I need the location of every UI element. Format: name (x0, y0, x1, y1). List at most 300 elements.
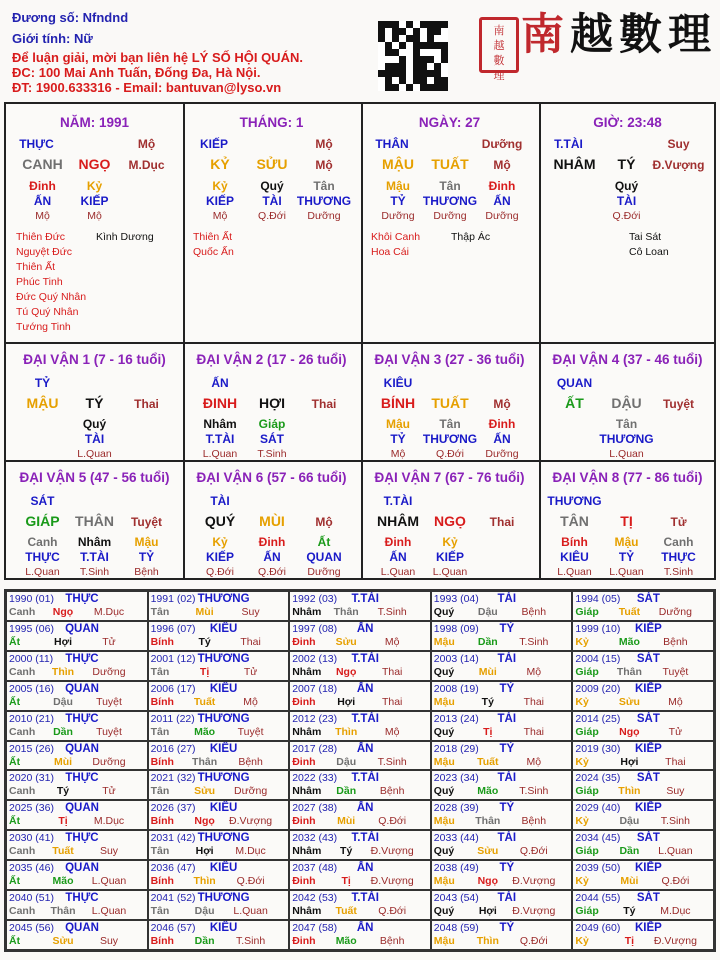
year-cell (290, 622, 430, 650)
year-branch: Dậu (194, 905, 215, 918)
year-label: 2019 (30) (575, 742, 621, 755)
year-ten-god: TÀI (497, 652, 517, 665)
year-label: 2030 (41) (9, 832, 54, 845)
year-grid (4, 589, 716, 952)
dai-van-ten-god: ẤN (211, 376, 229, 390)
year-ten-god: THƯƠNG (197, 772, 250, 785)
year-cell (432, 891, 572, 919)
year-cell (7, 921, 147, 949)
year-stem: Tân (150, 905, 170, 918)
dai-van-stem: NHÂM (377, 513, 419, 529)
year-stem: Giáp (575, 725, 599, 738)
hidden-stage: Dưỡng (485, 210, 519, 222)
dai-van-phase: Thai (489, 515, 515, 529)
year-cell (432, 592, 572, 620)
year-cell (573, 712, 713, 740)
year-phase: Q.Đới (378, 815, 407, 828)
year-phase: Tuyệt (96, 725, 122, 738)
year-phase: Bệnh (238, 755, 263, 768)
phone-email: ĐT: 1900.633316 - Email: bantuvan@lyso.vn (12, 80, 282, 95)
dai-van-ten-god: KIÊU (383, 376, 413, 390)
dai-van-hidden-stem: Nhâm (77, 535, 112, 549)
dai-van-stage: L.Quan (202, 448, 238, 460)
year-stem: Nhâm (292, 665, 322, 678)
year-branch: Thìn (335, 725, 358, 738)
dai-van-stage: Q.Đới (436, 448, 464, 460)
year-branch: Mùi (337, 815, 356, 828)
year-label: 2032 (43) (292, 832, 338, 845)
year-label: 1994 (05) (575, 593, 621, 605)
grid-line (539, 104, 541, 578)
year-stem: Kỷ (575, 635, 589, 648)
pillar-ten-god: T.TÀI (554, 137, 583, 151)
year-phase: Thai (523, 725, 545, 738)
year-cell (7, 682, 147, 710)
year-stem: Canh (9, 845, 36, 858)
hidden-stage: Q.Đới (258, 210, 286, 222)
year-label: 2014 (25) (575, 712, 621, 725)
year-branch: Ngọ (477, 875, 499, 888)
hidden-ten-god: ẤN (33, 194, 52, 208)
hidden-stem: Kỷ (212, 179, 228, 193)
dai-van-stage: Q.Đới (206, 566, 234, 578)
year-label: 2009 (20) (575, 682, 621, 695)
year-branch: Ngọ (52, 606, 74, 618)
dai-van-branch: NGỌ (434, 513, 466, 529)
year-cell (290, 592, 430, 620)
year-stem: Quý (433, 905, 455, 918)
year-phase: Bệnh (379, 785, 405, 798)
chart-grid (4, 102, 716, 580)
hidden-stem: Mậu (386, 179, 410, 193)
year-phase: T.Sinh (377, 755, 407, 768)
year-stem: Ất (9, 635, 21, 648)
year-phase: L.Quan (91, 905, 127, 918)
year-phase: M.Dục (660, 905, 691, 918)
year-stem: Đinh (292, 635, 316, 648)
year-branch: Sửu (194, 785, 216, 798)
year-cell (149, 831, 289, 859)
dai-van-hidden-ten-god: THỰC (661, 550, 696, 564)
year-stem: Giáp (575, 606, 599, 618)
year-phase: Dưỡng (92, 665, 126, 678)
year-phase: Đ.Vượng (370, 875, 414, 888)
year-branch: Mão (335, 935, 357, 948)
year-phase: T.Sinh (377, 606, 407, 618)
year-cell (7, 861, 147, 889)
year-stem: Đinh (292, 935, 316, 948)
year-cell (7, 622, 147, 650)
year-branch: Tý (340, 845, 353, 858)
seal-glyph: 南 (493, 24, 505, 37)
dai-van-hidden-stem: Bính (561, 535, 588, 549)
star-name: Quốc Ấn (193, 246, 234, 258)
year-cell (573, 801, 713, 829)
address: ĐC: 100 Mai Anh Tuấn, Đống Đa, Hà Nội. (12, 65, 261, 80)
year-label: 2046 (57) (150, 922, 196, 935)
year-ten-god: ẤN (356, 802, 374, 815)
year-ten-god: T.TÀI (351, 712, 379, 725)
year-stem: Quý (433, 665, 455, 678)
pillar-branch: TUẤT (431, 156, 469, 172)
year-stem: Canh (9, 785, 36, 798)
year-phase: Tử (102, 785, 116, 798)
year-stem: Canh (9, 606, 36, 618)
year-phase: Dưỡng (658, 606, 692, 618)
hidden-ten-god: THƯƠNG (296, 194, 352, 208)
year-branch: Hợi (620, 755, 639, 768)
year-label: 2006 (17) (150, 682, 196, 695)
year-cell (7, 712, 147, 740)
year-ten-god: SÁT (636, 832, 660, 845)
hidden-stage: Q.Đới (612, 210, 641, 222)
dai-van-hidden-stem: Canh (663, 535, 694, 549)
dai-van-title: ĐẠI VẬN 4 (37 - 46 tuổi) (552, 352, 703, 367)
hidden-stem: Tân (439, 179, 461, 193)
year-phase: Mộ (384, 635, 400, 648)
year-phase: Thai (665, 755, 686, 768)
dai-van-phase: Thai (134, 397, 159, 411)
year-stem: Kỷ (575, 695, 589, 708)
year-branch: Mão (194, 725, 216, 738)
year-cell (149, 891, 289, 919)
year-branch: Hợi (337, 695, 356, 708)
year-cell (149, 712, 289, 740)
year-phase: Tuyệt (237, 725, 264, 738)
dai-van-stage: Dưỡng (485, 448, 519, 460)
year-cell (432, 682, 572, 710)
dai-van-stem: QUÝ (204, 513, 236, 529)
red-seal-stamp (479, 17, 519, 82)
year-cell (7, 831, 147, 859)
year-branch: Tị (483, 725, 493, 738)
gender: Giới tính: Nữ (12, 31, 93, 46)
year-cell (7, 801, 147, 829)
dai-van-stage: T.Sinh (79, 566, 110, 578)
year-ten-god: QUAN (65, 682, 99, 695)
year-phase: Q.Đới (236, 875, 265, 888)
year-label: 1998 (09) (433, 622, 479, 635)
year-stem: Quý (433, 725, 455, 738)
year-cell (290, 921, 430, 949)
year-cell (573, 682, 713, 710)
year-branch: Tị (58, 815, 68, 828)
year-ten-god: THƯƠNG (197, 593, 250, 605)
year-ten-god: TỶ (499, 922, 515, 935)
dai-van-hidden-ten-god: KIẾP (435, 550, 465, 564)
year-phase: M.Dục (93, 606, 125, 618)
year-cell (7, 742, 147, 770)
grid-line (361, 104, 363, 578)
pillar-ten-god: KIẾP (199, 137, 229, 151)
dai-van-hidden-stem: Kỷ (212, 535, 228, 549)
hidden-stage: Mộ (87, 210, 102, 222)
hidden-stage: Dưỡng (307, 210, 341, 222)
logo-glyph: 理 (668, 10, 711, 60)
year-ten-god: T.TÀI (351, 892, 379, 905)
year-phase: Suy (99, 845, 119, 858)
dai-van-hidden-ten-god: QUAN (306, 550, 342, 564)
year-ten-god: TÀI (497, 593, 517, 605)
dai-van-title: ĐẠI VẬN 3 (27 - 36 tuổi) (374, 352, 525, 367)
dai-van-branch: DẬU (611, 395, 642, 411)
year-branch: Tuất (335, 905, 357, 918)
hidden-ten-god: TÀI (616, 194, 637, 208)
year-branch: Thìn (51, 665, 75, 678)
year-phase: Tuyệt (96, 695, 122, 708)
year-cell (432, 861, 572, 889)
pillar-stage: Dưỡng (481, 137, 523, 151)
year-label: 2037 (48) (292, 862, 338, 875)
year-phase: Dưỡng (92, 755, 126, 768)
dai-van-hidden-stem: Giáp (258, 417, 286, 431)
year-ten-god: TÀI (497, 712, 517, 725)
year-phase: Tử (668, 725, 683, 738)
year-phase: Thai (240, 635, 261, 648)
year-stem: Mậu (433, 875, 455, 888)
owner-name: Đương số: Nfndnd (12, 10, 129, 25)
hidden-stage: Mộ (35, 210, 50, 222)
dai-van-hidden-ten-god: THƯƠNG (422, 432, 478, 446)
year-branch: Mão (477, 785, 499, 798)
year-label: 2034 (45) (575, 832, 621, 845)
year-stem: Tân (150, 785, 170, 798)
year-phase: Đ.Vượng (512, 905, 556, 918)
pillar-stem: KỶ (210, 156, 230, 172)
dai-van-ten-god: TÀI (210, 494, 230, 508)
year-branch: Thân (333, 606, 359, 618)
year-cell (149, 801, 289, 829)
dai-van-ten-god: THƯƠNG (547, 494, 602, 508)
year-label: 2022 (33) (292, 772, 338, 785)
year-cell (290, 652, 430, 680)
year-stem: Mậu (433, 635, 455, 648)
year-phase: Tử (243, 665, 258, 678)
year-ten-god: TỶ (499, 622, 515, 635)
year-ten-god: THỰC (65, 832, 99, 845)
dai-van-title: ĐẠI VẬN 6 (57 - 66 tuổi) (196, 470, 347, 485)
year-phase: Dưỡng (234, 785, 268, 798)
year-ten-god: SÁT (636, 892, 660, 905)
pillar-title: NGÀY: 27 (418, 115, 481, 130)
dai-van-phase: Mộ (315, 515, 333, 529)
pillar-stage: Suy (667, 137, 690, 151)
year-label: 2043 (54) (433, 892, 479, 905)
year-label: 1993 (04) (433, 593, 479, 605)
year-label: 2017 (28) (292, 742, 338, 755)
year-branch: Ngọ (335, 665, 357, 678)
star-name: Thiên Ất (193, 231, 233, 243)
year-phase: Suy (99, 935, 119, 948)
year-stem: Bính (150, 755, 174, 768)
dai-van-stage: L.Quan (432, 566, 468, 578)
year-phase: Q.Đới (378, 905, 407, 918)
pillar-phase: Mộ (315, 158, 333, 172)
year-stem: Bính (150, 635, 174, 648)
year-phase: Bệnh (521, 815, 547, 828)
hidden-stage: Dưỡng (433, 210, 467, 222)
year-ten-god: THỰC (65, 712, 99, 725)
year-stem: Tân (150, 665, 170, 678)
year-ten-god: KIẾP (634, 802, 662, 815)
dai-van-phase: Tuyệt (130, 515, 163, 529)
year-branch: Mão (618, 635, 640, 648)
year-label: 1992 (03) (292, 593, 338, 605)
year-stem: Đinh (292, 695, 316, 708)
pillar-title: GIỜ: 23:48 (593, 115, 662, 130)
year-cell (290, 801, 430, 829)
dai-van-title: ĐẠI VẬN 2 (17 - 26 tuổi) (196, 352, 347, 367)
year-label: 2026 (37) (150, 802, 196, 815)
dai-van-ten-god: SÁT (30, 494, 55, 508)
year-label: 2012 (23) (292, 712, 338, 725)
year-label: 1997 (08) (292, 622, 338, 635)
dai-van-stage: Mộ (390, 448, 406, 460)
year-stem: Tân (150, 725, 170, 738)
dai-van-hidden-stem: Mậu (134, 535, 159, 549)
dai-van-title: ĐẠI VẬN 1 (7 - 16 tuổi) (23, 352, 166, 367)
dai-van-hidden-stem: Mậu (614, 535, 639, 549)
hidden-ten-god: KIẾP (205, 194, 235, 208)
pillar-title: THÁNG: 1 (239, 115, 304, 130)
year-phase: Mộ (243, 695, 258, 708)
year-ten-god: TỶ (499, 802, 515, 815)
star-name: Cô Loan (629, 246, 669, 258)
hidden-stem: Kỷ (86, 179, 103, 193)
pillar-phase: M.Dục (128, 158, 165, 172)
year-phase: T.Sinh (660, 815, 690, 828)
dai-van-stem: ĐINH (202, 395, 238, 411)
year-cell (432, 771, 572, 799)
year-phase: Suy (241, 606, 260, 618)
year-phase: Mộ (668, 695, 683, 708)
dai-van-hidden-stem: Mậu (386, 417, 410, 431)
year-cell (573, 652, 713, 680)
dai-van-stem: MẬU (26, 395, 59, 411)
year-branch: Tý (56, 785, 70, 798)
year-branch: Sửu (52, 935, 74, 948)
year-label: 2008 (19) (433, 682, 479, 695)
dai-van-hidden-stem: Nhâm (203, 417, 237, 431)
year-ten-god: QUAN (65, 922, 99, 935)
year-label: 2033 (44) (433, 832, 479, 845)
star-name: Phúc Tinh (16, 276, 63, 288)
year-branch: Tị (624, 935, 635, 948)
year-phase: Tuyệt (662, 665, 689, 678)
year-stem: Đinh (292, 815, 316, 828)
year-ten-god: KIÊU (209, 742, 238, 755)
dai-van-hidden-ten-god: TỶ (138, 550, 155, 564)
year-ten-god: QUAN (65, 742, 99, 755)
year-ten-god: KIÊU (209, 682, 238, 695)
dai-van-branch: TỊ (620, 513, 633, 529)
year-label: 2023 (34) (433, 772, 479, 785)
year-cell (573, 921, 713, 949)
year-ten-god: KIÊU (209, 802, 238, 815)
year-cell (432, 712, 572, 740)
year-cell (149, 771, 289, 799)
year-label: 2028 (39) (433, 802, 479, 815)
year-cell (149, 742, 289, 770)
year-label: 1999 (10) (575, 622, 621, 635)
year-cell (432, 652, 572, 680)
dai-van-title: ĐẠI VẬN 7 (67 - 76 tuổi) (374, 470, 525, 485)
year-phase: Thai (523, 695, 545, 708)
year-ten-god: THƯƠNG (197, 712, 250, 725)
year-ten-god: TỶ (499, 682, 515, 695)
year-stem: Bính (150, 935, 174, 948)
star-name: Hoa Cái (371, 246, 409, 258)
year-ten-god: QUAN (65, 862, 99, 875)
year-ten-god: T.TÀI (351, 832, 379, 845)
year-stem: Canh (9, 725, 36, 738)
year-phase: L.Quan (233, 905, 268, 918)
seal-glyph: 越 (493, 39, 505, 52)
year-stem: Giáp (575, 785, 599, 798)
year-cell (573, 771, 713, 799)
dai-van-hidden-ten-god: THỰC (25, 550, 60, 564)
dai-van-phase: Tử (670, 515, 687, 529)
year-label: 2042 (53) (292, 892, 338, 905)
year-label: 1991 (02) (150, 593, 196, 605)
year-label: 2013 (24) (433, 712, 479, 725)
year-cell (432, 831, 572, 859)
pillar-stage: Mộ (315, 137, 333, 151)
year-ten-god: ẤN (356, 622, 374, 635)
hidden-ten-god: ẤN (493, 194, 511, 208)
dai-van-stage: L.Quan (77, 448, 112, 460)
dai-van-hidden-ten-god: KIÊU (560, 550, 589, 564)
year-cell (432, 742, 572, 770)
year-ten-god: KIẾP (634, 682, 662, 695)
year-cell (290, 712, 430, 740)
star-name: Tướng Tinh (16, 321, 71, 333)
year-label: 1995 (06) (9, 622, 54, 635)
year-ten-god: TỶ (499, 742, 515, 755)
year-phase: Mộ (384, 725, 400, 738)
dai-van-stage: Q.Đới (258, 566, 286, 578)
year-cell (573, 831, 713, 859)
pillar-branch: SỬU (256, 156, 288, 172)
pillar-ten-god: THỰC (19, 137, 54, 151)
year-label: 1996 (07) (150, 622, 196, 635)
seal-glyph: 數 (493, 54, 505, 67)
year-branch: Thân (192, 755, 218, 768)
year-ten-god: KIẾP (634, 622, 662, 635)
hidden-stem: Quý (614, 179, 639, 193)
year-branch: Thìn (476, 935, 499, 948)
year-stem: Ất (9, 875, 21, 888)
dai-van-stage: L.Quan (557, 566, 592, 578)
hidden-ten-god: TỶ (390, 194, 406, 208)
year-cell (573, 742, 713, 770)
dai-van-stem: ẤT (565, 395, 584, 411)
year-ten-god: THỰC (65, 593, 99, 605)
year-branch: Sửu (477, 845, 499, 858)
dai-van-stage: Dưỡng (307, 566, 341, 578)
pillar-stage: Mộ (137, 137, 156, 151)
year-phase: Thai (381, 695, 403, 708)
year-branch: Sửu (618, 695, 640, 708)
year-ten-god: TÀI (497, 832, 517, 845)
year-cell (432, 921, 572, 949)
dai-van-stage: L.Quan (380, 566, 416, 578)
year-stem: Quý (433, 845, 455, 858)
year-branch: Tý (481, 695, 494, 708)
pillar-title: NĂM: 1991 (59, 115, 130, 130)
year-label: 2003 (14) (433, 652, 479, 665)
year-cell (290, 861, 430, 889)
